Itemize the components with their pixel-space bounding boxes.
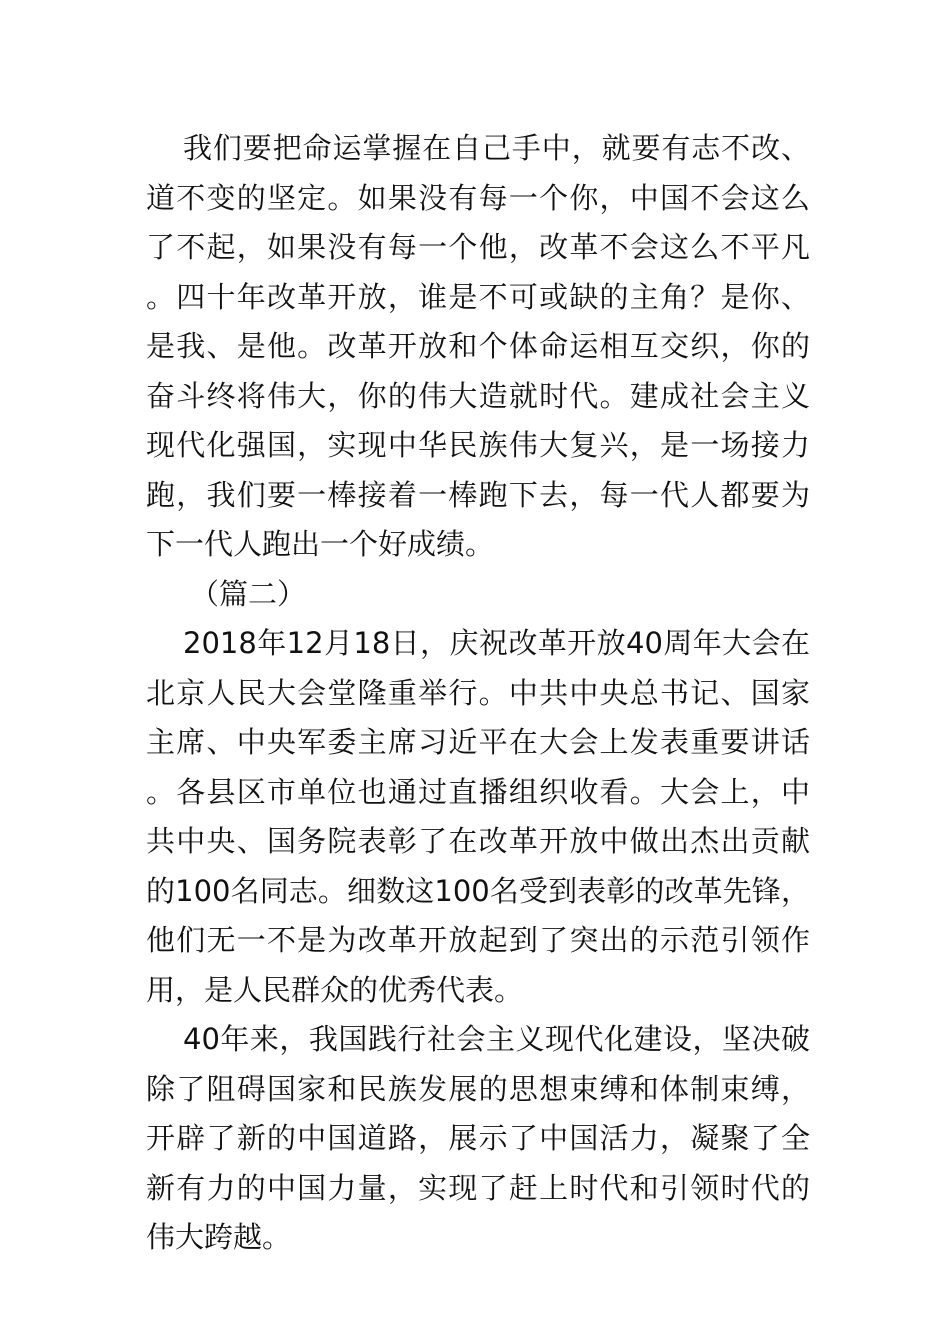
- paragraph-2: 2018年12月18日，庆祝改革开放40周年大会在北京人民大会堂隆重举行。中共中央总书记、国家主席、中央军委主席习近平在大会上发表重要讲话。各县区市单位也通过直播组织收看。大会上，中共中央、国务院表彰了在改革开放中做出杰出贡献的100名同志。细数这100名受到表彰的改革先锋，他们无一不是为改革开放起到了突出的示范引领作用，是人民群众的优秀代表。: [146, 626, 810, 1007]
- paragraph-1: 我们要把命运掌握在自己手中，就要有志不改、道不变的坚定。如果没有每一个你，中国不会这么了不起，如果没有每一个他，改革不会这么不平凡。四十年改革开放，谁是不可或缺的主角？是你、是我、是他。改革开放和个体命运相互交织，你的奋斗终将伟大，你的伟大造就时代。建成社会主义现代化强国，实现中华民族伟大复兴，是一场接力跑，我们要一棒接着一棒跑下去，每一代人都要为下一代人跑出一个好成绩。: [146, 131, 810, 561]
- section-heading: （篇二）: [190, 576, 307, 611]
- paragraph-3: 40年来，我国践行社会主义现代化建设，坚决破除了阻碍国家和民族发展的思想束缚和体制束缚，开辟了新的中国道路，展示了中国活力，凝聚了全新有力的中国力量，实现了赶上时代和引领时代的伟大跨越。: [146, 1022, 810, 1254]
- document-body: [146, 124, 810, 1263]
